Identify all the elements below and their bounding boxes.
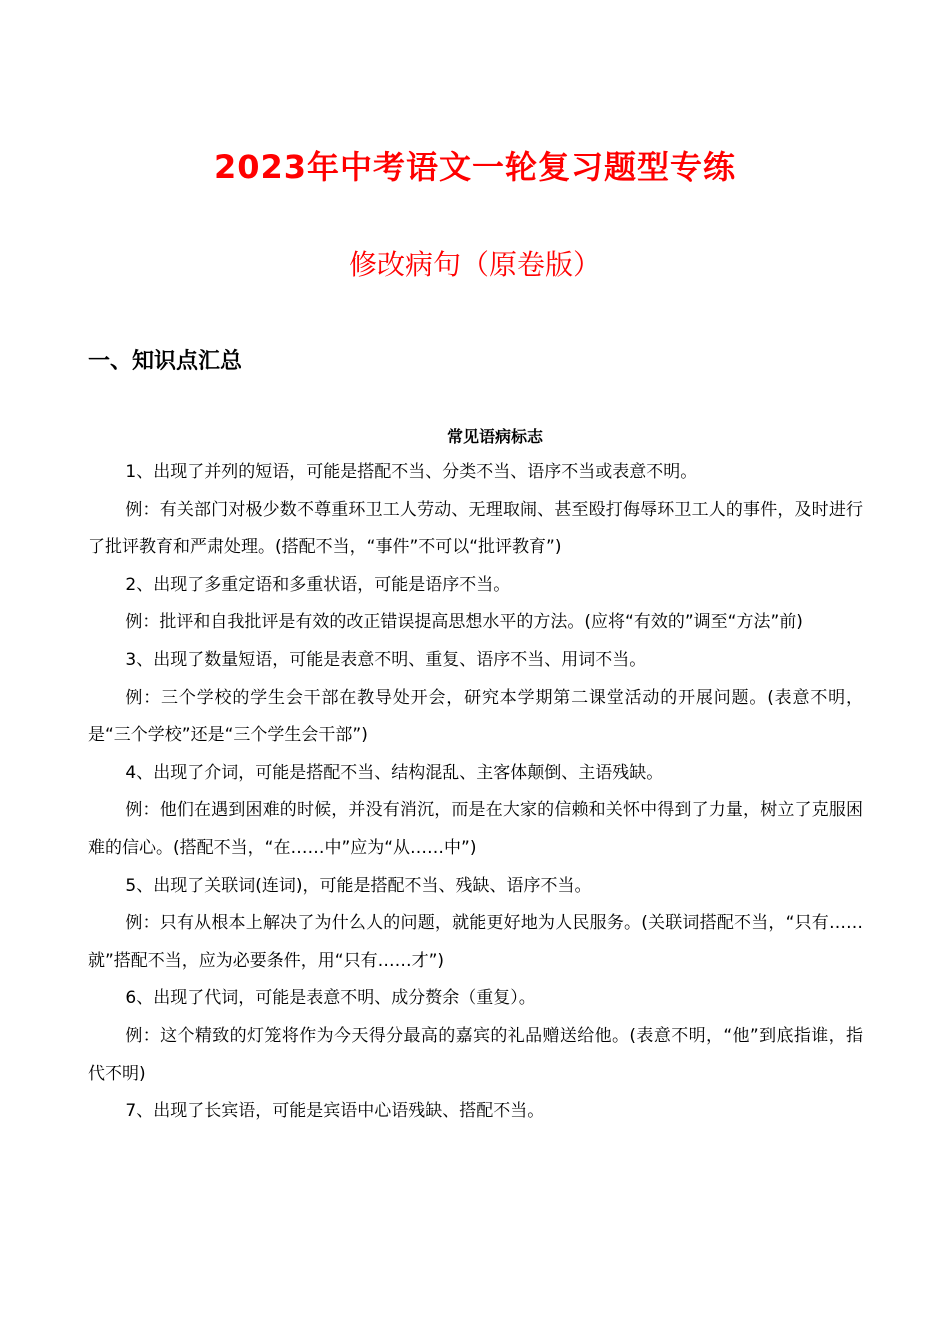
paragraph: 例：批评和自我批评是有效的改正错误提高思想水平的方法。(应将“有效的”调至“方法”前) — [125, 612, 803, 633]
paragraph: 例：有关部门对极少数不尊重环卫工人劳动、无理取闹、甚至殴打侮辱环卫工人的事件，及时进行了批评教育和严肃处理。(搭配不当，“事件”不可以“批评教育”) — [88, 499, 863, 558]
paragraph: 1、出现了并列的短语，可能是搭配不当、分类不当、语序不当或表意不明。 — [125, 462, 698, 482]
paragraph: 例：他们在遇到困难的时候，并没有消沉，而是在大家的信赖和关怀中得到了力量，树立了克服困难的信心。(搭配不当，“在……中”应为“从……中”) — [88, 800, 863, 858]
document-body — [88, 454, 863, 1131]
paragraph: 6、出现了代词，可能是表意不明、成分赘余（重复）。 — [125, 988, 536, 1009]
paragraph: 例：只有从根本上解决了为什么人的问题，就能更好地为人民服务。(关联词搭配不当，“只有……就”搭配不当，应为必要条件，用“只有……才”) — [88, 913, 863, 971]
paragraph: 3、出现了数量短语，可能是表意不明、重复、语序不当、用词不当。 — [125, 649, 647, 670]
paragraph: 5、出现了关联词(连词)，可能是搭配不当、残缺、语序不当。 — [125, 875, 592, 896]
paragraph: 4、出现了介词，可能是搭配不当、结构混乱、主客体颠倒、主语残缺。 — [125, 762, 664, 783]
paragraph: 例：这个精致的灯笼将作为今天得分最高的嘉宾的礼品赠送给他。(表意不明，“他”到底指谁，指代不明) — [88, 1025, 863, 1084]
document-subtitle: 修改病句（原卷版） — [348, 248, 601, 281]
section-heading: 一、知识点汇总 — [88, 349, 243, 374]
paragraph: 例：三个学校的学生会干部在教导处开会，研究本学期第二课堂活动的开展问题。(表意不明，是“三个学校”还是“三个学生会干部”) — [88, 687, 863, 746]
document-title: 2023年中考语文一轮复习题型专练 — [213, 148, 737, 186]
subheading: 常见语病标志 — [446, 427, 543, 446]
paragraph: 2、出现了多重定语和多重状语，可能是语序不当。 — [125, 574, 511, 595]
paragraph: 7、出现了长宾语，可能是宾语中心语残缺、搭配不当。 — [125, 1101, 545, 1122]
